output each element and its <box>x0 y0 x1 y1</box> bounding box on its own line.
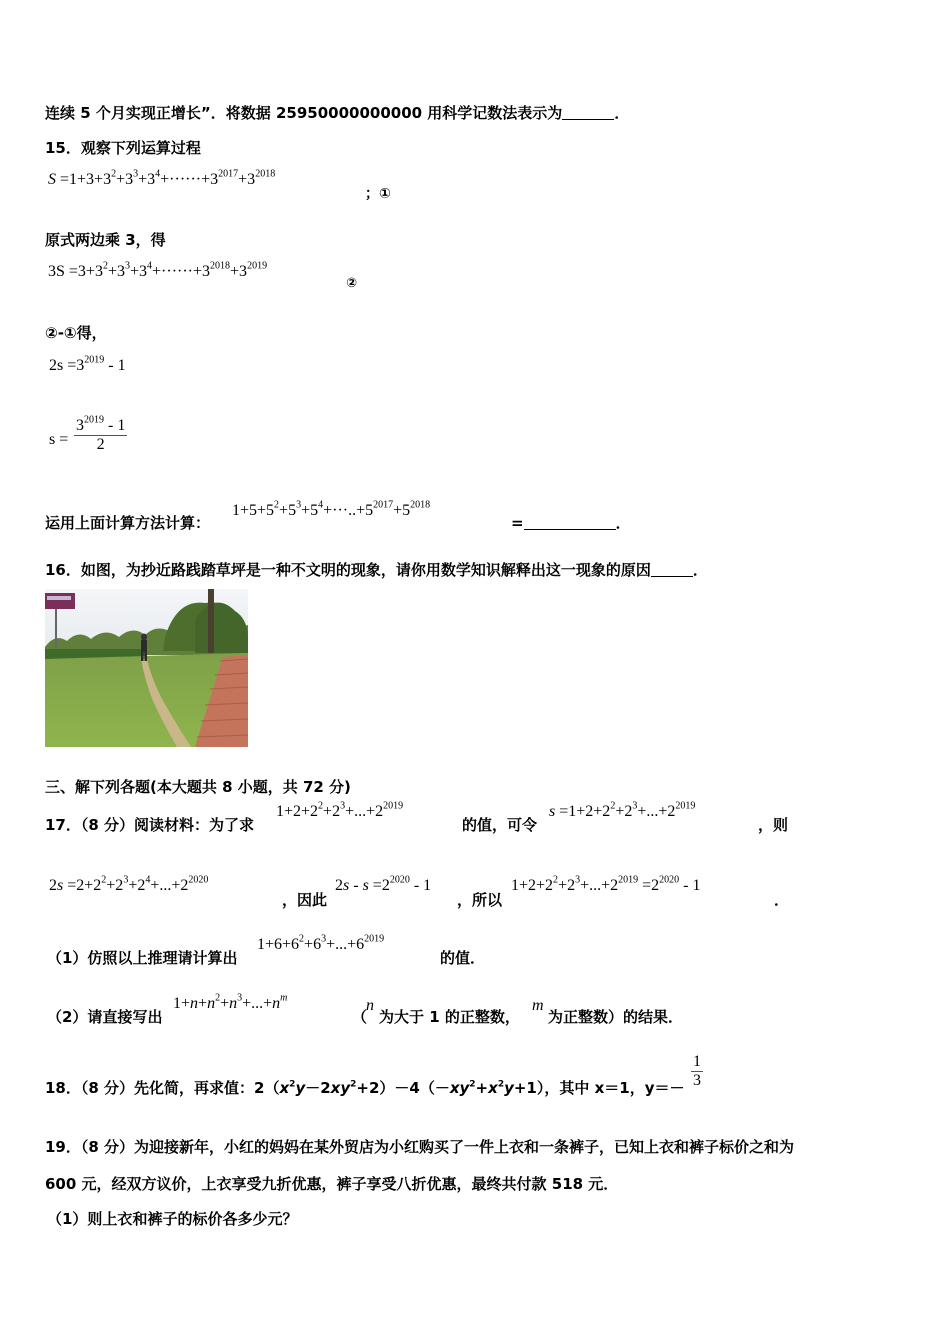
q17-part1-expr: $1+6+6^2+6^3+...+6^{2019}$ <box>257 933 385 953</box>
q15-step-text: 原式两边乘 3，得 <box>45 231 166 249</box>
eq3-tail: - 1 <box>104 357 126 374</box>
q15-fraction <box>74 414 127 454</box>
q17-part2-mid1: 为大于 1 的正整数， <box>379 1008 520 1026</box>
answer-blank-q16[interactable] <box>651 561 693 577</box>
q17-diff-expr: $2s - s =2^{2020} - 1$ <box>335 874 432 894</box>
q15-ask-text: 运用上面计算方法计算： <box>45 514 211 532</box>
q18-condition: x＝1，y＝－ <box>594 1079 685 1097</box>
q15-title: 15．观察下列运算过程 <box>45 139 201 157</box>
q17-part1-pre: （1）仿照以上推理请计算出 <box>47 949 238 967</box>
q17-part2-pre: （2）请直接写出 <box>47 1008 163 1026</box>
fraction-denominator: 2 <box>96 436 105 453</box>
q17-part2-mid2: 为正整数）的结果． <box>548 1008 684 1026</box>
q18-line: 18．（8 分）先化简，再求值：$2(x^2y-2xy^2+2)-4(-xy^2+x^2y+1)$，其中 x＝1，y＝－ <box>45 1079 685 1097</box>
fraction-numerator: $3^{2019} - 1$ <box>76 414 126 434</box>
q17-part2-open: （ <box>352 1008 368 1026</box>
q18-pre: 18．（8 分）先化简，再求值：2（ <box>45 1079 280 1097</box>
q15-answer-line <box>511 512 631 533</box>
eq1-lhs: S <box>48 171 56 188</box>
lawn-shortcut-photo <box>45 589 248 747</box>
eq2-lhs: 3S =3+3 <box>48 263 103 280</box>
answer-blank-q14[interactable] <box>562 104 614 120</box>
q15-tag-1: ；① <box>365 186 391 202</box>
q18-post: ），其中 <box>536 1079 595 1097</box>
q18-frac-den: 3 <box>693 1072 701 1089</box>
q17-2s-expr: $2s =2+2^2+2^3+2^4+...+2^{2020}$ <box>49 874 209 894</box>
q16-line <box>45 559 708 580</box>
q17-mid-text: 的值，可令 <box>462 816 538 834</box>
q15-tag-2: ② <box>346 276 358 291</box>
eq1-rhs: =1+3+3 <box>60 171 112 188</box>
q17-part2-expr: $1+n+n^2+n^3+...+n^m$ <box>173 992 288 1012</box>
section3-title: 三、解下列各题(本大题共 8 小题，共 72 分) <box>45 778 351 796</box>
q16-text: 16．如图，为抄近路践踏草坪是一种不文明的现象，请你用数学知识解释出这一现象的原因 <box>45 561 651 579</box>
q15-equation-3: $2s =3^{2019} - 1$ <box>49 354 126 374</box>
q18-mid: ）－4（－ <box>379 1079 450 1097</box>
q15-equation-1: $S =1+3+3^2+3^3+3^4+\cdot\cdot\cdot\cdot\cdot\cdot+3^{2017}+3^{2018}$ <box>48 168 276 188</box>
q17-intro: 17．（8 分）阅读材料：为了求 <box>45 816 255 834</box>
q17-dot: ． <box>774 891 790 909</box>
q18-fraction <box>691 1053 703 1090</box>
q14-tail-text: 连续 5 个月实现正增长”．将数据 25950000000000 用科学记数法表示为 <box>45 104 563 122</box>
q17-then-text: ，则 <box>758 816 789 834</box>
q15-equation-2: $3S =3+3^2+3^3+3^4+\cdot\cdot\cdot\cdot\cdot\cdot+3^{2018}+3^{2019}$ <box>48 260 268 280</box>
q17-so-text: ，所以 <box>457 891 503 909</box>
answer-blank-q15[interactable] <box>524 514 616 530</box>
q16-end-punct: ． <box>692 561 708 579</box>
q15-end-punct: ． <box>615 514 631 532</box>
q15-subtract-text: ②-①得， <box>45 324 107 342</box>
eq3-lhs: 2s =3 <box>49 357 85 374</box>
q14-end-punct: ． <box>614 104 630 122</box>
q14-tail-line <box>45 102 629 123</box>
q17-result-expr: $1+2+2^2+2^3+...+2^{2019} =2^{2020} - 1$ <box>511 874 701 894</box>
q18-frac-num: 1 <box>693 1053 701 1070</box>
q17-let-expr: $s =1+2+2^2+2^3+...+2^{2019}$ <box>549 800 696 820</box>
q15-equation-4-lhs: s = <box>49 431 69 448</box>
q17-part1-post: 的值． <box>440 949 486 967</box>
q19-line1: 19．（8 分）为迎接新年，小红的妈妈在某外贸店为小红购买了一件上衣和一条裤子，已知上衣和裤子标价之和为 <box>45 1138 795 1156</box>
q17-therefore-text: ，因此 <box>282 891 328 909</box>
q15-ask-expression: $1+5+5^2+5^3+5^4+\cdot\cdot\cdot..+5^{2017}+5^{2018}$ <box>232 499 431 519</box>
q19-part1: （1）则上衣和裤子的标价各多少元？ <box>47 1210 298 1228</box>
equals-sign: = <box>511 514 524 532</box>
var-m: m <box>532 997 544 1014</box>
q17-sum-expr: $1+2+2^2+2^3+...+2^{2019}$ <box>276 800 404 820</box>
ask-expr-start: 1+5+5 <box>232 502 275 519</box>
var-n: n <box>366 997 374 1014</box>
q19-line2: 600 元，经双方议价，上衣享受九折优惠，裤子享受八折优惠，最终共付款 518 元． <box>45 1175 619 1193</box>
